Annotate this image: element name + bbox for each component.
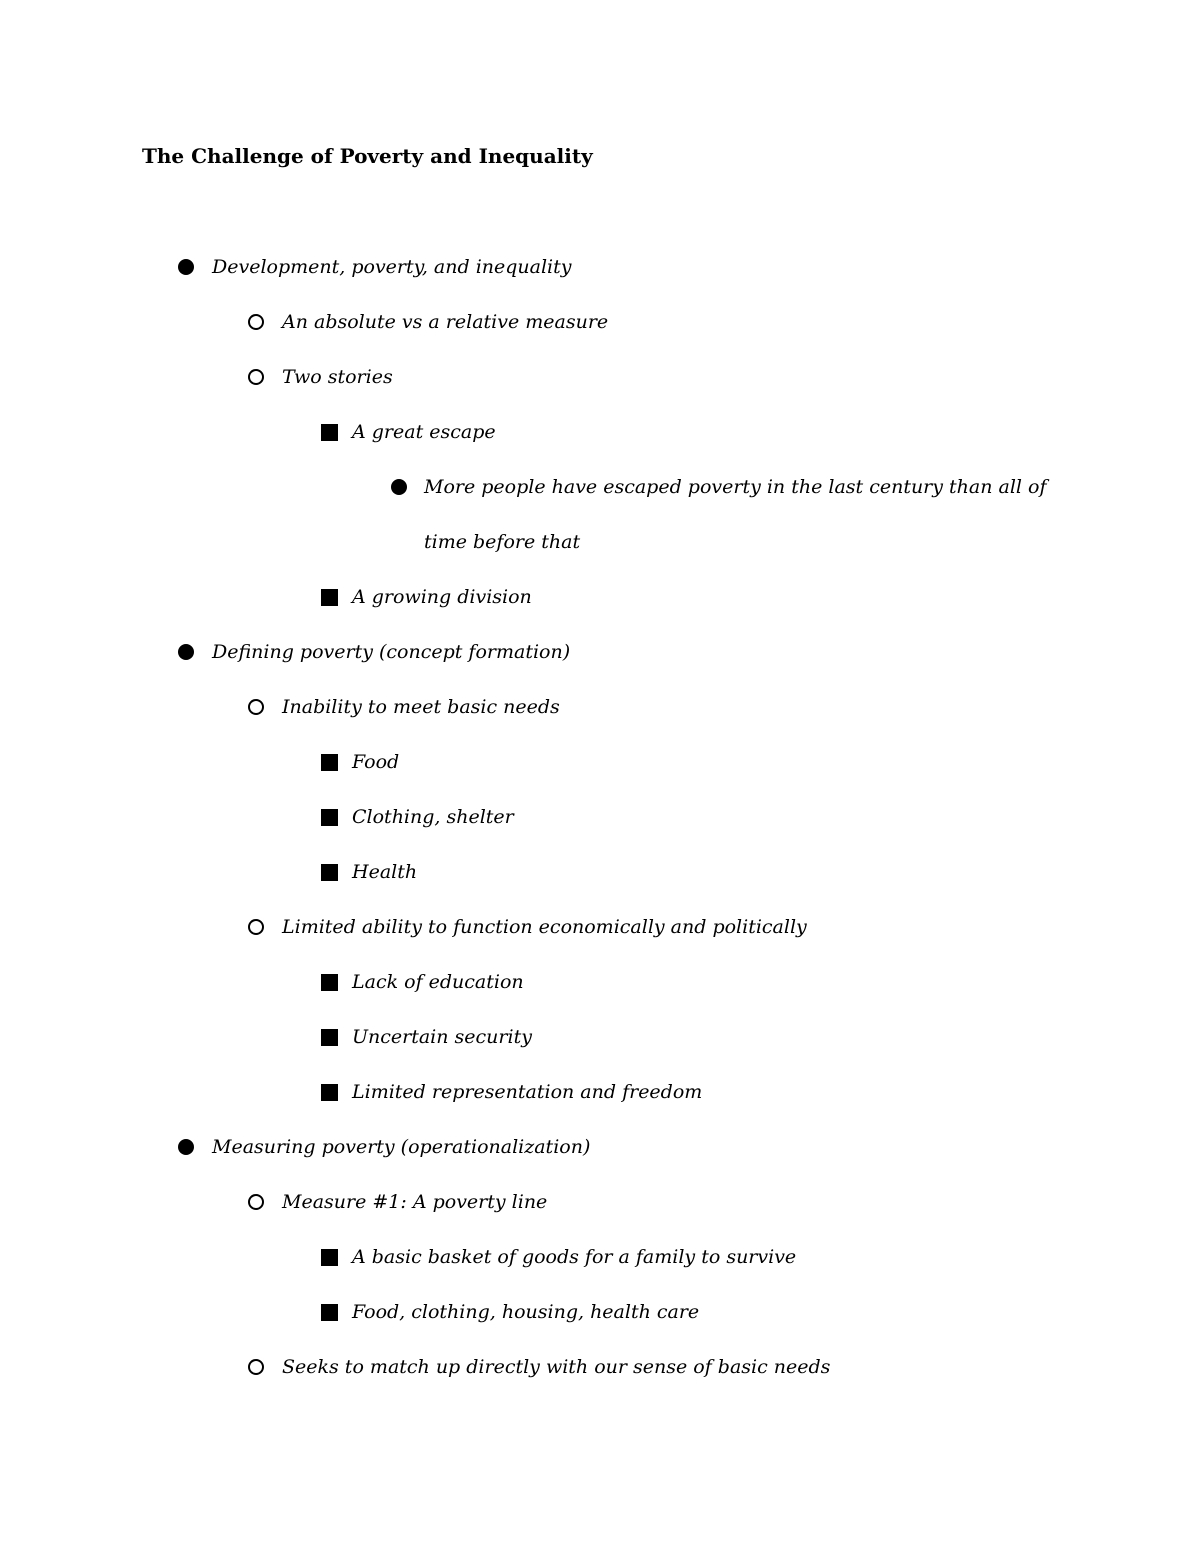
list-item <box>0 857 1200 912</box>
list-item-text: Clothing, shelter <box>352 806 514 828</box>
bullet-hollow-circle-icon <box>248 1194 264 1210</box>
list-item-text: Lack of education <box>352 971 524 993</box>
list-item <box>0 1132 1200 1187</box>
list-item <box>0 582 1200 637</box>
bullet-filled-circle-icon <box>178 259 194 275</box>
list-item-text: A great escape <box>352 421 496 443</box>
list-item <box>0 1022 1200 1077</box>
list-item-text: A basic basket of goods for a family to survive <box>352 1246 797 1268</box>
bullet-filled-square-icon <box>321 1304 338 1321</box>
list-item-text: Limited ability to function economically and politically <box>282 916 807 938</box>
bullet-filled-square-icon <box>321 974 338 991</box>
list-item-text: Measure #1: A poverty line <box>282 1191 548 1213</box>
list-item-text: Uncertain security <box>352 1026 532 1048</box>
bullet-filled-square-icon <box>321 589 338 606</box>
list-item <box>0 637 1200 692</box>
list-item-text: Limited representation and freedom <box>352 1081 703 1103</box>
list-item <box>0 1297 1200 1352</box>
bullet-hollow-circle-icon <box>248 699 264 715</box>
bullet-filled-circle-icon <box>178 644 194 660</box>
bullet-hollow-circle-icon <box>248 369 264 385</box>
list-item <box>0 802 1200 857</box>
list-item-text: An absolute vs a relative measure <box>282 311 609 333</box>
list-item-text: Development, poverty, and inequality <box>212 256 572 278</box>
list-item-continuation <box>0 527 1200 582</box>
bullet-hollow-circle-icon <box>248 1359 264 1375</box>
list-item <box>0 1352 1200 1407</box>
list-item-text: Inability to meet basic needs <box>282 696 560 718</box>
outline-list <box>0 252 1200 1407</box>
list-item <box>0 1077 1200 1132</box>
bullet-filled-circle-icon <box>391 479 407 495</box>
list-item <box>0 967 1200 1022</box>
bullet-filled-square-icon <box>321 809 338 826</box>
list-item-text: Two stories <box>282 366 393 388</box>
list-item <box>0 747 1200 802</box>
list-item-text: Food <box>352 751 400 773</box>
list-item <box>0 1242 1200 1297</box>
list-item-text: time before that <box>424 531 581 553</box>
bullet-filled-circle-icon <box>178 1139 194 1155</box>
bullet-filled-square-icon <box>321 1029 338 1046</box>
list-item-text: Food, clothing, housing, health care <box>352 1301 700 1323</box>
list-item <box>0 417 1200 472</box>
document-title: The Challenge of Poverty and Inequality <box>142 144 593 168</box>
list-item <box>0 692 1200 747</box>
list-item <box>0 912 1200 967</box>
list-item-text: More people have escaped poverty in the last century than all of <box>424 476 1047 498</box>
list-item-text: Measuring poverty (operationalization) <box>212 1136 591 1158</box>
list-item <box>0 252 1200 307</box>
bullet-filled-square-icon <box>321 1249 338 1266</box>
list-item <box>0 362 1200 417</box>
bullet-hollow-circle-icon <box>248 314 264 330</box>
bullet-filled-square-icon <box>321 864 338 881</box>
list-item <box>0 307 1200 362</box>
list-item <box>0 1187 1200 1242</box>
bullet-filled-square-icon <box>321 424 338 441</box>
list-item-text: A growing division <box>352 586 532 608</box>
bullet-filled-square-icon <box>321 754 338 771</box>
list-item <box>0 472 1200 527</box>
list-item-text: Defining poverty (concept formation) <box>212 641 571 663</box>
list-item-text: Health <box>352 861 418 883</box>
bullet-hollow-circle-icon <box>248 919 264 935</box>
list-item-text: Seeks to match up directly with our sense of basic needs <box>282 1356 831 1378</box>
bullet-filled-square-icon <box>321 1084 338 1101</box>
